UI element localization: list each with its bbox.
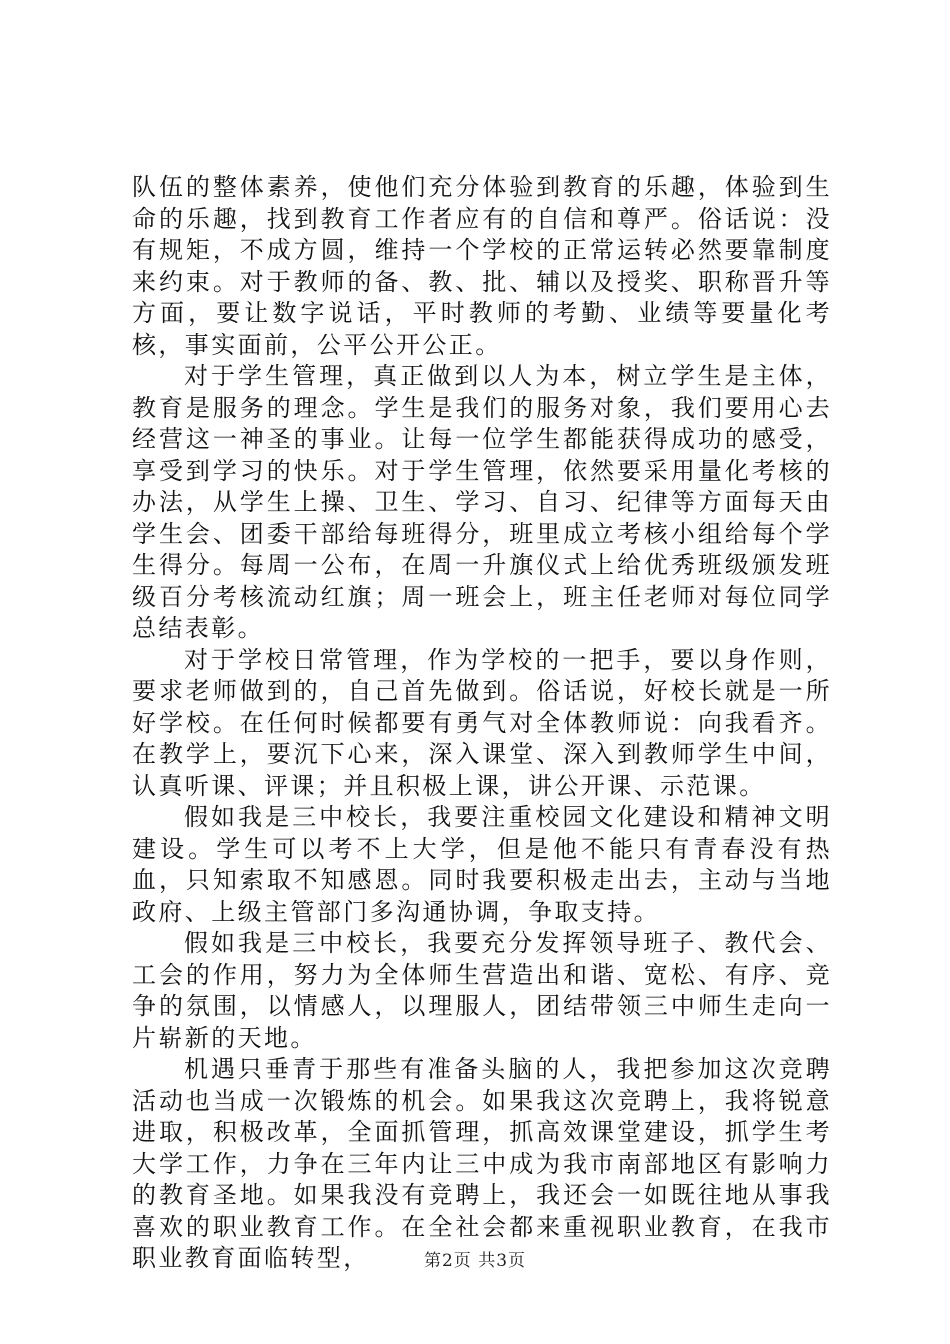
paragraph-daily-management: 对于学校日常管理，作为学校的一把手，要以身作则，要求老师做到的，自己首先做到。俗话说，好校长就是一所好学校。在任何时候都要有勇气对全体教师说：向我看齐。在教学上，要沉下心来，深入课堂、深入到教师学生中间，认真听课、评课；并且积极上课，讲公开课、示范课。 — [132, 645, 832, 800]
page-number-footer: 第2页 共3页 — [423, 1251, 527, 1271]
document-body — [132, 172, 832, 1275]
paragraph-student-management: 对于学生管理，真正做到以人为本，树立学生是主体，教育是服务的理念。学生是我们的服务对象，我们要用心去经营这一神圣的事业。让每一位学生都能获得成功的感受，享受到学习的快乐。对于学生管理，依然要采用量化考核的办法，从学生上操、卫生、学习、自习、纪律等方面每天由学生会、团委干部给每班得分，班里成立考核小组给每个学生得分。每周一公布，在周一升旗仪式上给优秀班级颁发班级百分考核流动红旗；周一班会上，班主任老师对每位同学总结表彰。 — [132, 362, 832, 642]
paragraph-opportunity: 机遇只垂青于那些有准备头脑的人，我把参加这次竞聘活动也当成一次锻炼的机会。如果我这次竞聘上，我将锐意进取，积极改革，全面抓管理，抓高效课堂建设，抓学生考大学工作，力争在三年内让三中成为我市南部地区有影响力的教育圣地。如果我没有竞聘上，我还会一如既往地从事我喜欢的职业教育工作。在全社会都来重视职业教育，在我市职业教育面临转型， — [132, 1055, 832, 1272]
paragraph-leadership-team: 假如我是三中校长，我要充分发挥领导班子、教代会、工会的作用，努力为全体师生营造出和谐、宽松、有序、竞争的氛围，以情感人，以理服人，团结带领三中师生走向一片崭新的天地。 — [132, 929, 832, 1052]
paragraph-campus-culture: 假如我是三中校长，我要注重校园文化建设和精神文明建设。学生可以考不上大学，但是他不能只有青春没有热血，只知索取不知感恩。同时我要积极走出去，主动与当地政府、上级主管部门多沟通协调，争取支持。 — [132, 803, 832, 926]
paragraph-teacher-management: 队伍的整体素养，使他们充分体验到教育的乐趣，体验到生命的乐趣，找到教育工作者应有的自信和尊严。俗话说：没有规矩，不成方圆，维持一个学校的正常运转必然要靠制度来约束。对于教师的备、教、批、辅以及授奖、职称晋升等方面，要让数字说话，平时教师的考勤、业绩等要量化考核，事实面前，公平公开公正。 — [132, 173, 832, 359]
